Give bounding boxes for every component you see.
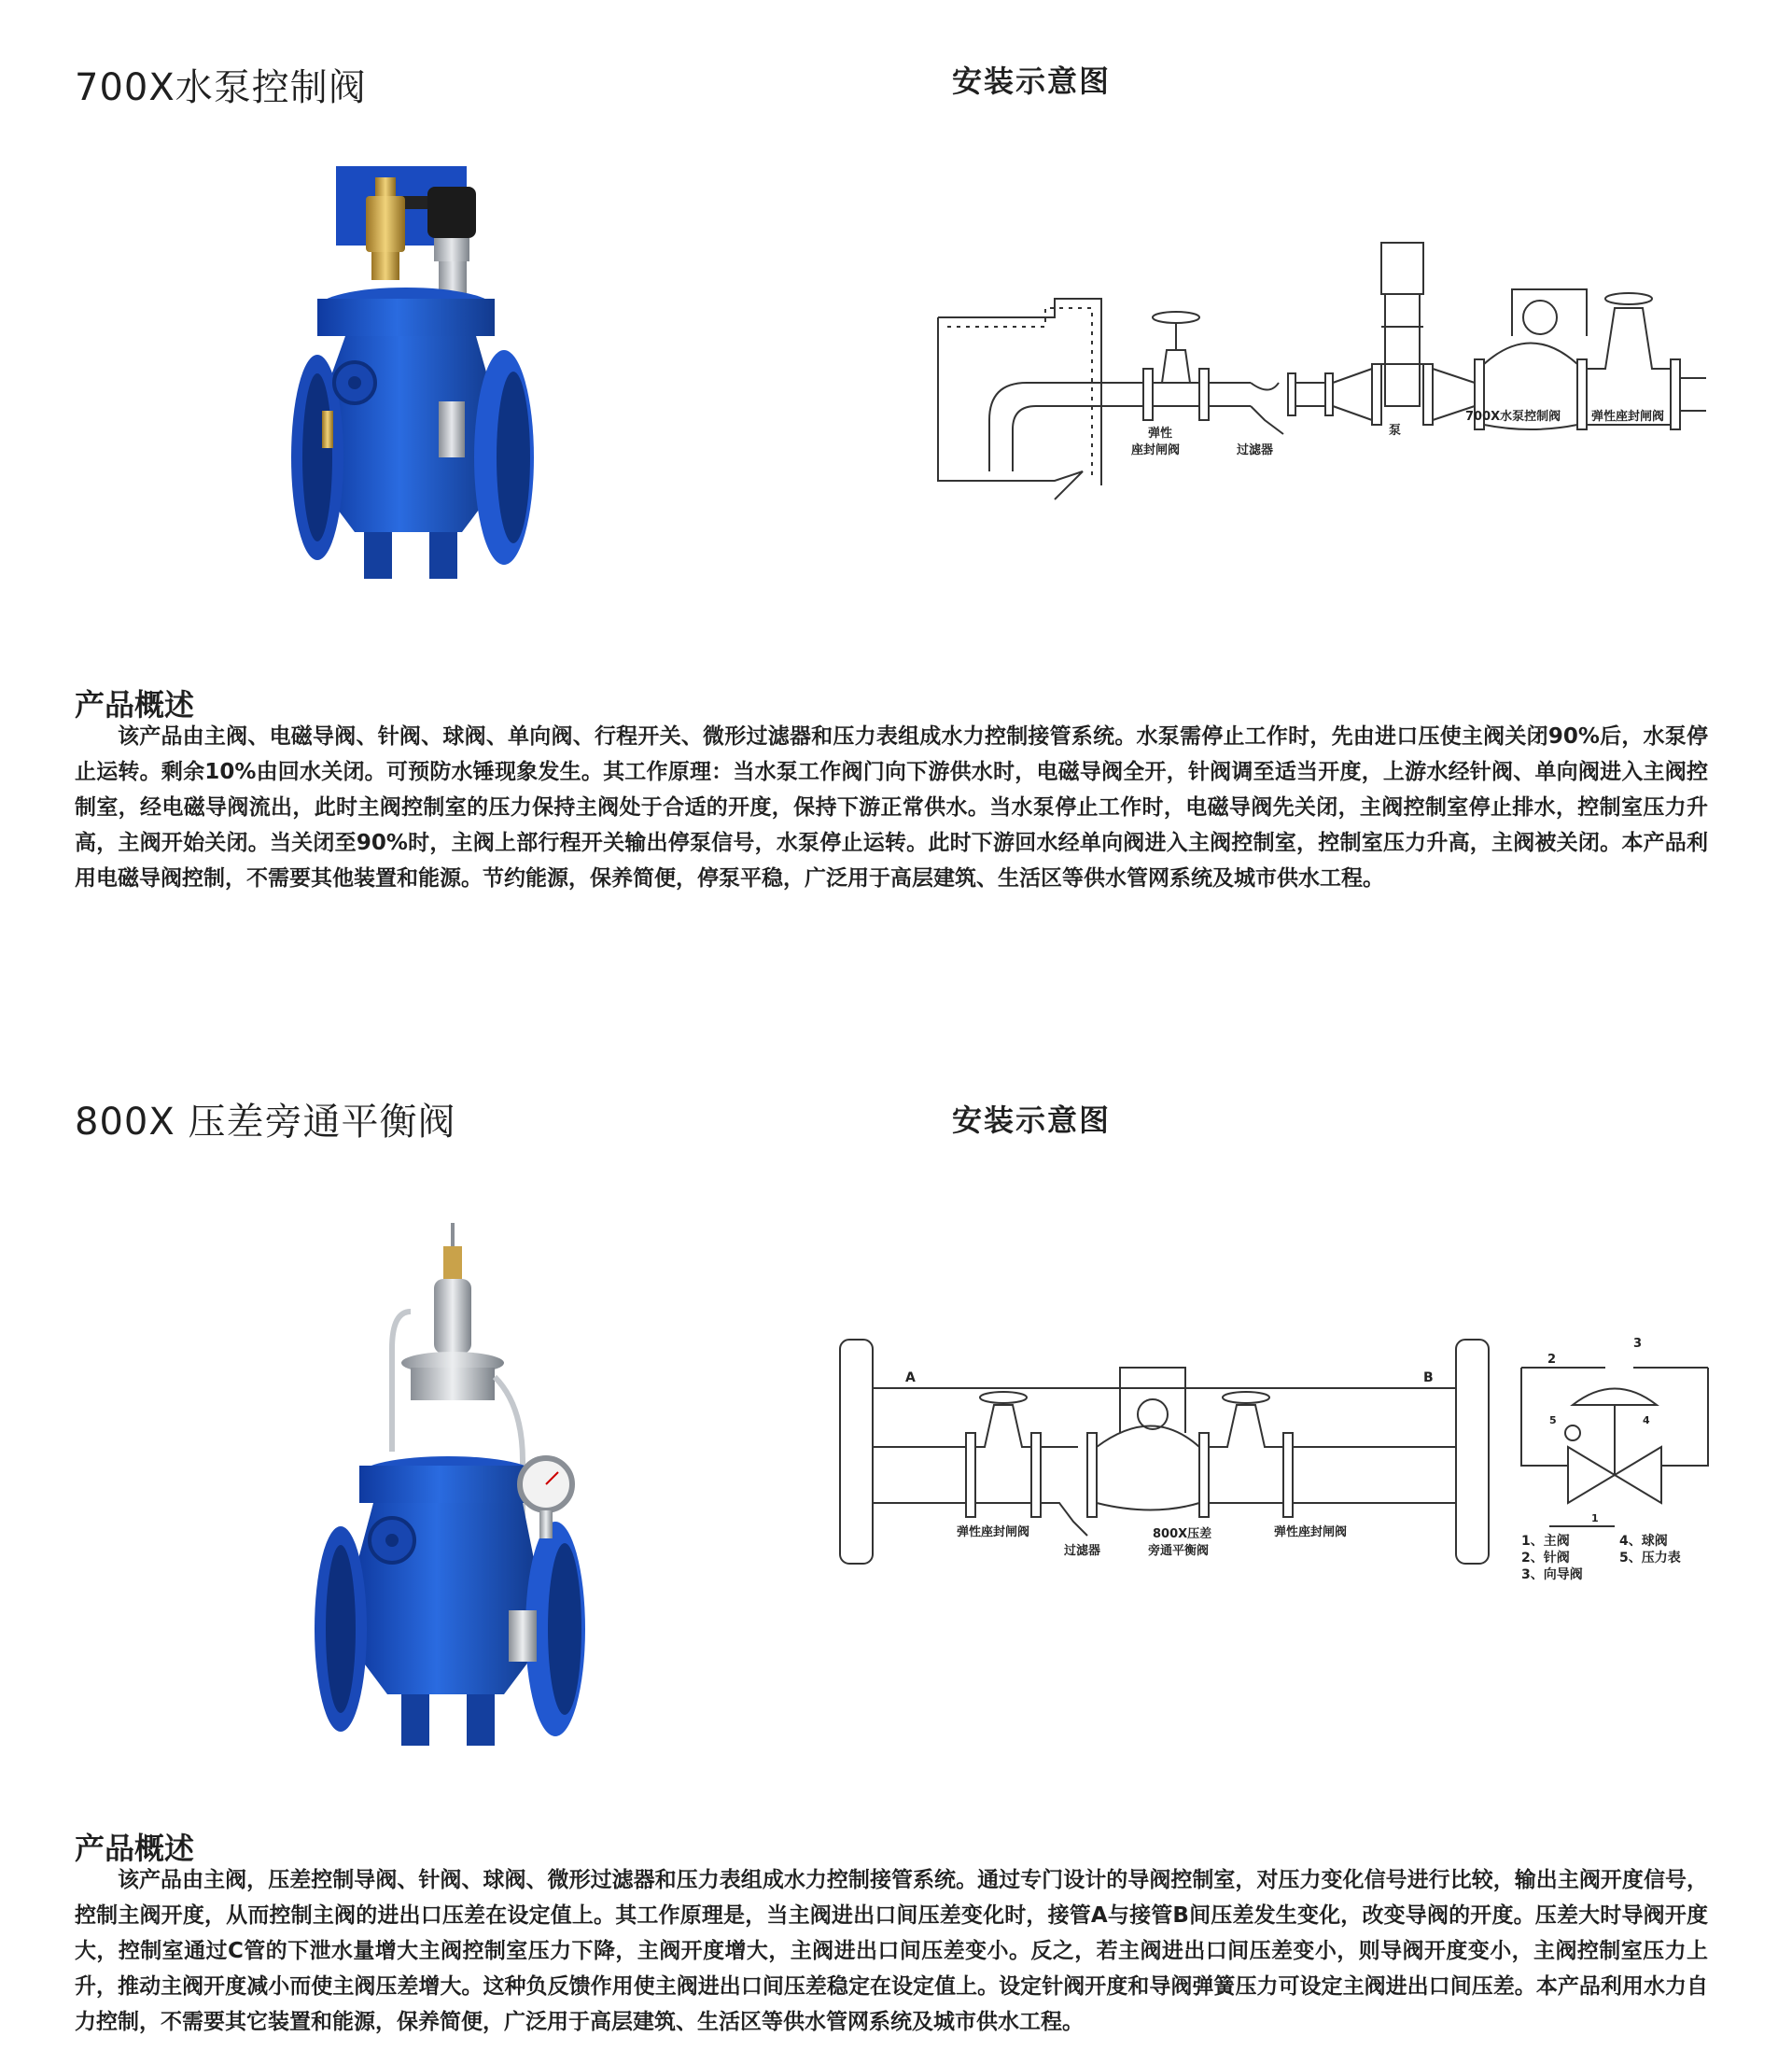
product2-installation-diagram xyxy=(835,1330,1545,1582)
legend-item-3: 3、向导阀 xyxy=(1521,1567,1583,1582)
diag1-label-filter: 过滤器 xyxy=(1237,443,1274,457)
product1-valve-photo xyxy=(289,159,635,625)
diag2-label-balance-a: 800X压差 xyxy=(1153,1527,1212,1541)
schem-num-4: 4 xyxy=(1643,1414,1650,1426)
product2-title: 800X 压差旁通平衡阀 xyxy=(75,1101,456,1144)
diag1-label-gate-b: 座封闸阀 xyxy=(1131,443,1181,457)
diag2-label-b: B xyxy=(1423,1370,1434,1385)
diag1-label-gate-a: 弹性 xyxy=(1148,427,1173,441)
product1-overview-text: 该产品由主阀、电磁导阀、针阀、球阀、单向阀、行程开关、微形过滤器和压力表组成水力控制接管系统。水泵需停止工作时，先由进口压使主阀关闭90%后，水泵停止运转。剩余10%由回水关闭。可预防水锤现象发生。其工作原理：当水泵工作阀门向下游供水时，电磁导阀全开，针阀调至适当开度，上游水经针阀、单向阀进入主阀控制室，经电磁导阀流出，此时主阀控制室的压力保持主阀处于合适的开度，保持下游正常供水。当水泵停止工作时，电磁导阀先关闭，主阀控制室停止排水，控制室压力升高，主阀开始关闭。当关闭至90%时，主阀上部行程开关输出停泵信号，水泵停止运转。此时下游回水经单向阀进入主阀控制室，控制室压力升高，主阀被关闭。本产品利用电磁导阀控制，不需要其他装置和能源。节约能源，保养简便，停泵平稳，广泛用于高层建筑、生活区等供水管网系统及城市供水工程。 xyxy=(75,724,1708,891)
diag1-label-gate-c: 弹性座封闸阀 xyxy=(1591,410,1665,424)
legend-item-1: 1、主阀 xyxy=(1521,1534,1570,1549)
legend-item-4: 4、球阀 xyxy=(1619,1534,1668,1549)
product1-overview-heading: 产品概述 xyxy=(75,687,195,723)
product1-title: 700X水泵控制阀 xyxy=(75,66,367,109)
schem-num-3: 3 xyxy=(1633,1337,1643,1351)
diag2-label-a: A xyxy=(905,1370,916,1385)
legend-item-2: 2、针阀 xyxy=(1521,1551,1570,1566)
diag1-label-pump: 泵 xyxy=(1389,424,1402,438)
schem-num-2: 2 xyxy=(1547,1353,1557,1367)
diag2-label-gate-left: 弹性座封闸阀 xyxy=(957,1525,1030,1539)
legend-item-5: 5、压力表 xyxy=(1619,1551,1681,1566)
product2-diagram-title: 安装示意图 xyxy=(952,1102,1112,1138)
product2-overview-text: 该产品由主阀，压差控制导阀、针阀、球阀、微形过滤器和压力表组成水力控制接管系统。通过专门设计的导阀控制室，对压力变化信号进行比较，输出主阀开度信号，控制主阀开度，从而控制主阀的进出口压差在设定值上。其工作原理是，当主阀进出口间压差变化时，接管A与接管B间压差发生变化，改变导阀的开度。压差大时导阀开度大，控制室通过C管的下泄水量增大主阀控制室压力下降，主阀开度增大，主阀进出口间压差变小。反之，若主阀进出口间压差变小，则导阀开度变小，主阀控制室压力上升，推动主阀开度减小而使主阀压差增大。这种负反馈作用使主阀进出口间压差稳定在设定值上。设定针阀开度和导阀弹簧压力可设定主阀进出口间压差。本产品利用水力自力控制，不需要其它装置和能源，保养简便，广泛用于高层建筑、生活区等供水管网系统及城市供水工程。 xyxy=(75,1868,1708,2034)
diag1-label-control-valve: 700X水泵控制阀 xyxy=(1465,410,1561,424)
product1-diagram-title: 安装示意图 xyxy=(952,63,1112,99)
product2-overview-heading: 产品概述 xyxy=(75,1831,195,1866)
schem-num-1: 1 xyxy=(1591,1512,1599,1524)
diag2-label-gate-right: 弹性座封闸阀 xyxy=(1274,1525,1348,1539)
product2-valve-photo xyxy=(299,1218,625,1760)
diag2-label-balance-b: 旁通平衡阀 xyxy=(1148,1544,1210,1558)
diag2-label-filter: 过滤器 xyxy=(1064,1544,1101,1558)
product1-installation-diagram xyxy=(933,233,1708,504)
schem-num-5: 5 xyxy=(1549,1414,1557,1426)
product2-schematic-diagram xyxy=(1512,1330,1717,1582)
